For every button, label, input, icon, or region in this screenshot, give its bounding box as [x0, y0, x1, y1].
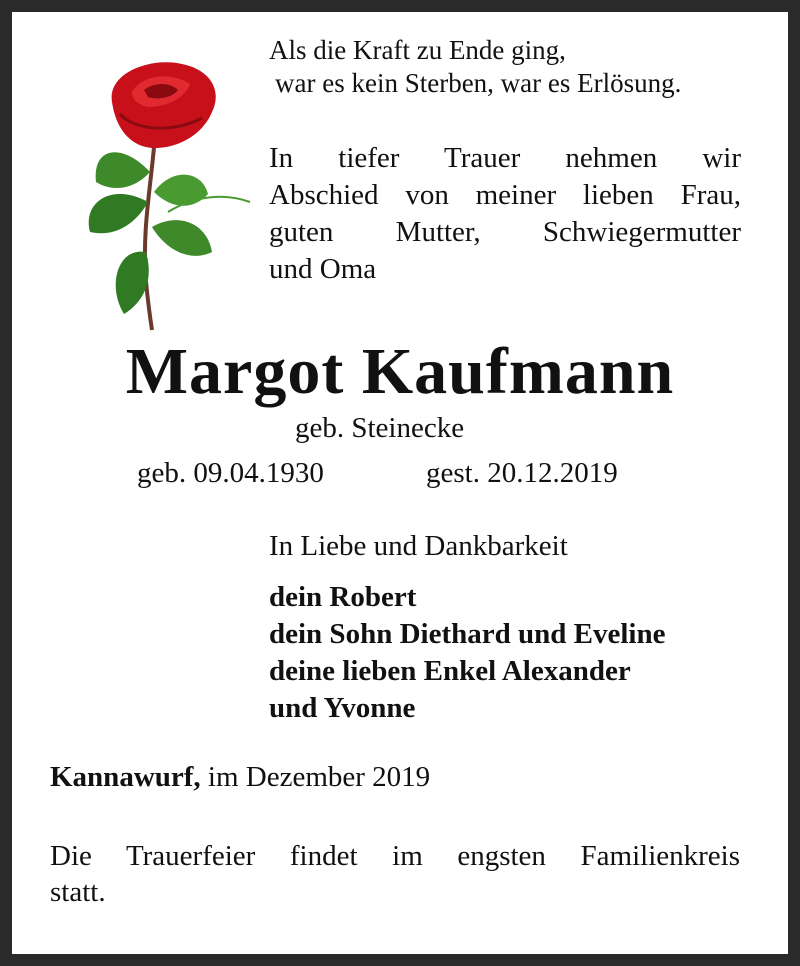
- mourner-line: dein Robert: [269, 581, 417, 613]
- death-date: gest. 20.12.2019: [426, 457, 618, 489]
- motto: [269, 34, 681, 100]
- place-town: Kannawurf,: [50, 761, 201, 793]
- intro-line-4: und Oma: [269, 253, 377, 285]
- place-date: [50, 761, 430, 794]
- service-line-2: statt.: [50, 876, 106, 908]
- intro-line-2: Abschied von meiner lieben Frau,: [269, 179, 741, 211]
- maiden-name: geb. Steinecke: [295, 412, 465, 444]
- mourner-line: deine lieben Enkel Alexander: [269, 655, 631, 687]
- mourners-list: [269, 579, 665, 727]
- motto-line-1: Als die Kraft zu Ende ging,: [269, 35, 566, 65]
- mourner-line: dein Sohn Diethard und Eveline: [269, 618, 666, 650]
- motto-line-2: war es kein Sterben, war es Erlösung.: [275, 68, 682, 98]
- deceased-name: Margot Kaufmann: [125, 335, 675, 408]
- service-line-1: Die Trauerfeier findet im engsten Familienkreis: [50, 840, 740, 872]
- mourner-line: und Yvonne: [269, 692, 416, 724]
- birth-date: geb. 09.04.1930: [137, 457, 324, 489]
- rose-icon: [72, 52, 252, 332]
- obituary-card: [12, 12, 788, 954]
- intro-line-3: guten Mutter, Schwiegermutter: [269, 216, 741, 248]
- intro-line-1: In tiefer Trauer nehmen wir: [269, 142, 741, 174]
- mourners-intro: In Liebe und Dankbarkeit: [269, 530, 568, 562]
- service-note: [50, 838, 740, 910]
- place-month: im Dezember 2019: [207, 761, 431, 793]
- intro-text: [269, 140, 741, 288]
